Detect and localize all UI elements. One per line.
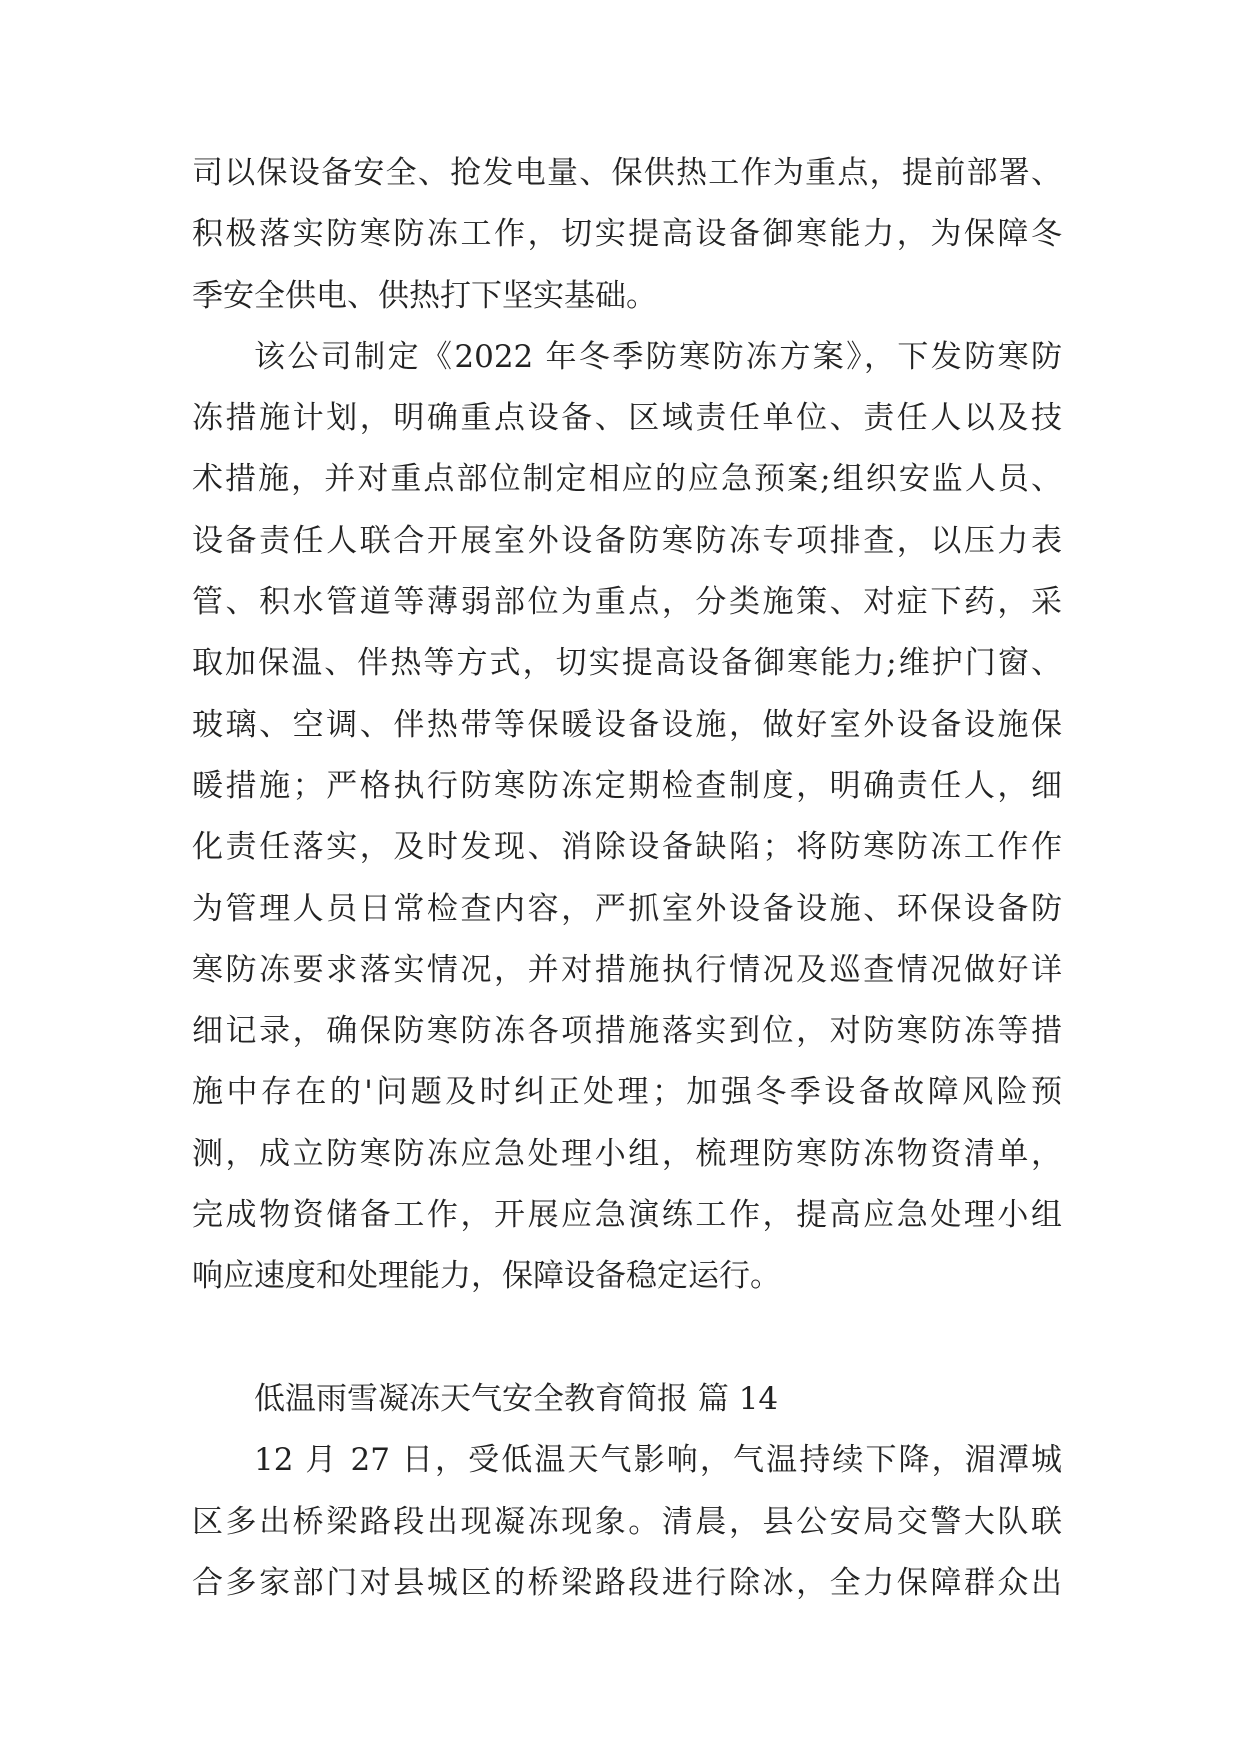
text-line: 寒防冻要求落实情况，并对措施执行情况及巡查情况做好详 <box>192 951 1062 988</box>
text-line: 司以保设备安全、抢发电量、保供热工作为重点，提前部署、 <box>192 155 1062 191</box>
paragraph-spacer <box>192 1308 1062 1369</box>
document-body <box>192 143 1062 1614</box>
text-line: 暖措施；严格执行防寒防冻定期检查制度，明确责任人，细 <box>192 767 1062 804</box>
text-line: 季安全供电、供热打下坚实基础。 <box>192 277 657 314</box>
text-line: 取加保温、伴热等方式，切实提高设备御寒能力;维护门窗、 <box>192 645 1062 682</box>
text-line: 12 月 27 日，受低温天气影响，气温持续下降，湄潭城 <box>254 1442 1062 1479</box>
text-line: 测，成立防寒防冻应急处理小组，梳理防寒防冻物资清单， <box>192 1135 1062 1172</box>
text-line: 响应速度和处理能力，保障设备稳定运行。 <box>192 1258 781 1295</box>
paragraph-1 <box>192 143 1062 327</box>
paragraph-2 <box>192 327 1062 1308</box>
text-line: 为管理人员日常检查内容，严抓室外设备设施、环保设备防 <box>192 890 1062 927</box>
text-line: 术措施，并对重点部位制定相应的应急预案;组织安监人员、 <box>192 461 1062 498</box>
text-line: 该公司制定《2022 年冬季防寒防冻方案》，下发防寒防 <box>254 338 1062 375</box>
text-line: 区多出桥梁路段出现凝冻现象。清晨，县公安局交警大队联 <box>192 1503 1062 1540</box>
text-line: 积极落实防寒防冻工作，切实提高设备御寒能力，为保障冬 <box>192 216 1062 253</box>
text-line: 设备责任人联合开展室外设备防寒防冻专项排查，以压力表 <box>192 522 1062 559</box>
text-line: 细记录，确保防寒防冻各项措施落实到位，对防寒防冻等措 <box>192 1013 1062 1050</box>
text-line: 完成物资储备工作，开展应急演练工作，提高应急处理小组 <box>192 1197 1062 1234</box>
paragraph-3 <box>192 1430 1062 1614</box>
text-line: 合多家部门对县城区的桥梁路段进行除冰，全力保障群众出 <box>192 1564 1062 1601</box>
text-line: 玻璃、空调、伴热带等保暖设备设施，做好室外设备设施保 <box>192 706 1062 743</box>
text-line: 管、积水管道等薄弱部位为重点，分类施策、对症下药，采 <box>192 584 1062 621</box>
section-heading: 低温雨雪凝冻天气安全教育简报 篇 14 <box>254 1380 779 1417</box>
text-line: 施中存在的'问题及时纠正处理；加强冬季设备故障风险预 <box>192 1074 1062 1111</box>
text-line: 化责任落实，及时发现、消除设备缺陷；将防寒防冻工作作 <box>192 829 1062 866</box>
text-line: 冻措施计划，明确重点设备、区域责任单位、责任人以及技 <box>192 400 1062 437</box>
